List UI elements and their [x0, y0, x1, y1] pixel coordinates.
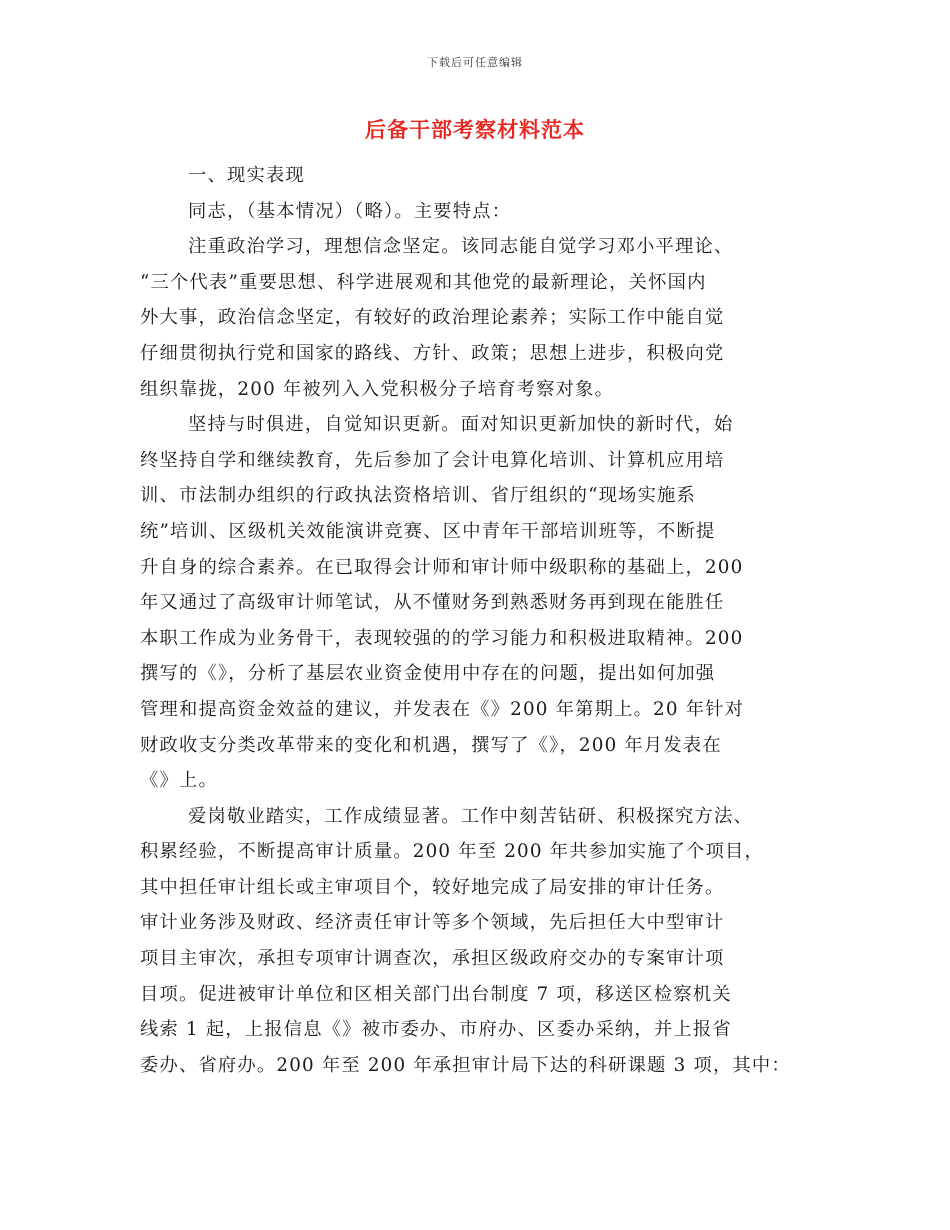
body-line: 外大事，政治信念坚定，有较好的政治理论素养；实际工作中能自觉 [140, 307, 725, 329]
body-line: 注重政治学习，理想信念坚定。该同志能自觉学习邓小平理论、 [188, 236, 734, 258]
body-line: 仔细贯彻执行党和国家的路线、方针、政策；思想上进步，积极向党 [140, 342, 725, 364]
body-line: 撰写的《》，分析了基层农业资金使用中存在的问题，提出如何加强 [140, 663, 716, 685]
body-line: 升自身的综合素养。在已取得会计师和审计师中级职称的基础上，200 [140, 556, 744, 578]
body-line: 积累经验，不断提高审计质量。200 年至 200 年共参加实施了个项目， [140, 841, 765, 863]
body-line: “三个代表”重要思想、科学进展观和其他党的最新理论，关怀国内 [140, 271, 707, 293]
document-title: 后备干部考察材料范本 [365, 117, 585, 142]
page-header-note: 下载后可任意编辑 [427, 56, 523, 69]
body-line: 委办、省府办。200 年至 200 年承担审计局下达的科研课题 3 项，其中： [140, 1054, 791, 1076]
body-line: 项目主审次，承担专项审计调查次，承担区级政府交办的专案审计项 [140, 948, 725, 970]
body-line: 爱岗敬业踏实，工作成绩显著。工作中刻苦钻研、积极探究方法、 [188, 805, 753, 827]
body-line: 训、市法制办组织的行政执法资格培训、省厅组织的“现场实施系 [140, 485, 697, 507]
body-line: 线索 1 起，上报信息《》被市委办、市府办、区委办采纳，并上报省 [140, 1019, 732, 1041]
body-line: 本职工作成为业务骨干，表现较强的的学习能力和积极进取精神。200 [140, 627, 744, 649]
body-line: 审计业务涉及财政、经济责任审计等多个领域，先后担任大中型审计 [140, 912, 725, 934]
body-line: 《》上。 [140, 770, 218, 792]
body-line: 财政收支分类改革带来的变化和机遇，撰写了《》，200 年月发表在 [140, 734, 722, 756]
body-line: 坚持与时俱进，自觉知识更新。面对知识更新加快的新时代，始 [188, 414, 734, 436]
document-body [140, 158, 825, 1083]
body-line: 目项。促进被审计单位和区相关部门出台制度 7 项，移送区检察机关 [140, 983, 732, 1005]
body-line: 年又通过了高级审计师笔试，从不懂财务到熟悉财务再到现在能胜任 [140, 592, 725, 614]
body-line: 终坚持自学和继续教育，先后参加了会计电算化培训、计算机应用培 [140, 449, 725, 471]
body-line: 一、现实表现 [188, 165, 305, 186]
body-line: 其中担任审计组长或主审项目个，较好地完成了局安排的审计任务。 [140, 876, 725, 898]
body-line: 同志，（基本情况）（略）。主要特点： [188, 200, 512, 222]
body-line: 统”培训、区级机关效能演讲竞赛、区中青年干部培训班等，不断提 [140, 520, 716, 542]
body-line: 组织靠拢，200 年被列入入党积极分子培育考察对象。 [140, 378, 615, 400]
body-line: 管理和提高资金效益的建议，并发表在《》200 年第期上。20 年针对 [140, 698, 745, 720]
